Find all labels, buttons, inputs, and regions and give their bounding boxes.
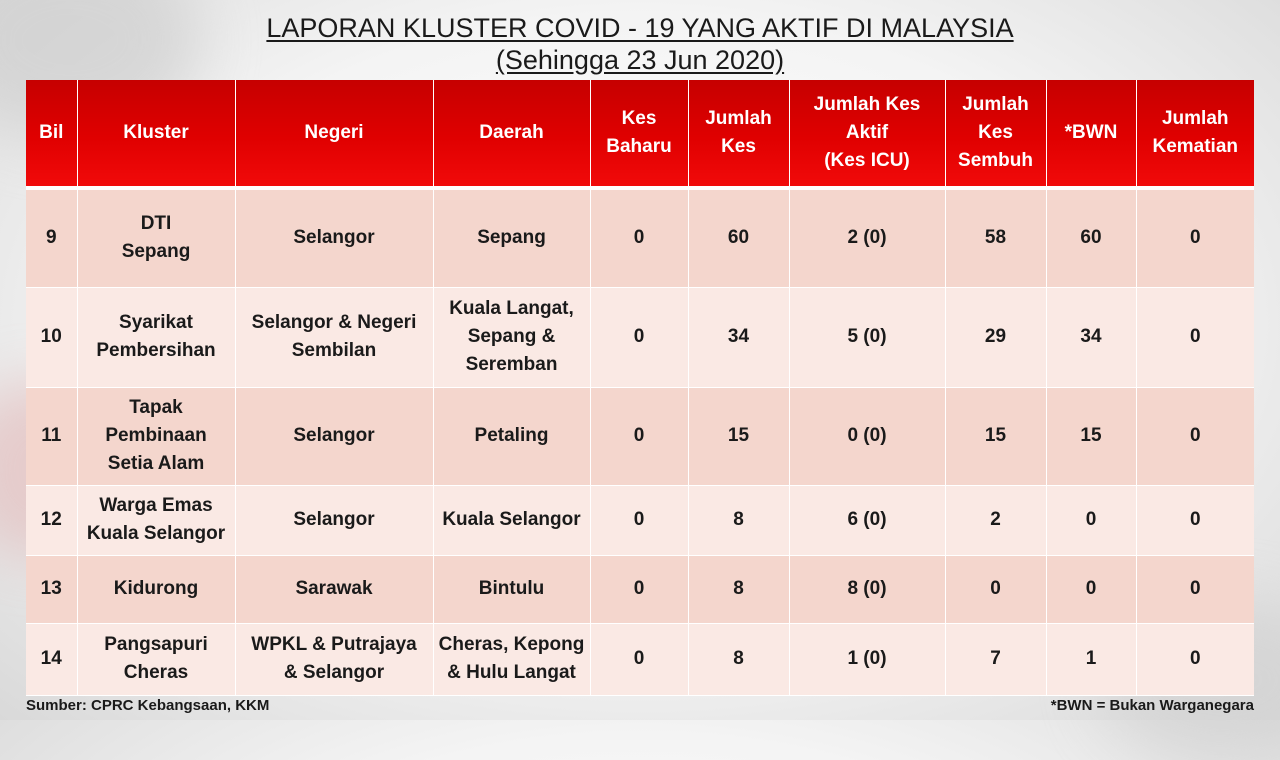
cell-kes-aktif: 8 (0) bbox=[789, 555, 945, 623]
cell-negeri: Sarawak bbox=[235, 555, 433, 623]
cluster-table bbox=[26, 80, 1254, 696]
cell-bil: 14 bbox=[26, 623, 77, 695]
cell-kes-aktif: 5 (0) bbox=[789, 287, 945, 387]
cell-bwn: 34 bbox=[1046, 287, 1136, 387]
cell-kematian: 0 bbox=[1136, 555, 1254, 623]
cell-daerah: Petaling bbox=[433, 387, 590, 485]
header-daerah: Daerah bbox=[433, 80, 590, 188]
cell-kes-baharu: 0 bbox=[590, 387, 688, 485]
cell-daerah: Kuala Selangor bbox=[433, 485, 590, 555]
cell-kes-baharu: 0 bbox=[590, 485, 688, 555]
cell-kluster: Tapak Pembinaan Setia Alam bbox=[77, 387, 235, 485]
header-jumlah-kes: Jumlah Kes bbox=[688, 80, 789, 188]
table-row bbox=[26, 485, 1254, 555]
cell-jumlah-kes: 8 bbox=[688, 485, 789, 555]
table-row bbox=[26, 623, 1254, 695]
page-subtitle: (Sehingga 23 Jun 2020) bbox=[495, 45, 785, 75]
cell-jumlah-kes: 8 bbox=[688, 555, 789, 623]
cell-negeri: WPKL & Putrajaya & Selangor bbox=[235, 623, 433, 695]
cell-kes-sembuh: 0 bbox=[945, 555, 1046, 623]
cell-kluster: Warga Emas Kuala Selangor bbox=[77, 485, 235, 555]
cell-kes-baharu: 0 bbox=[590, 555, 688, 623]
cell-kes-baharu: 0 bbox=[590, 623, 688, 695]
cell-kes-aktif: 1 (0) bbox=[789, 623, 945, 695]
cell-jumlah-kes: 34 bbox=[688, 287, 789, 387]
cell-kes-baharu: 0 bbox=[590, 287, 688, 387]
table-row bbox=[26, 188, 1254, 287]
cell-kes-baharu: 0 bbox=[590, 188, 688, 287]
page-title: LAPORAN KLUSTER COVID - 19 YANG AKTIF DI MALAYSIA bbox=[266, 13, 1014, 43]
cell-jumlah-kes: 60 bbox=[688, 188, 789, 287]
cell-kes-aktif: 0 (0) bbox=[789, 387, 945, 485]
cell-bil: 10 bbox=[26, 287, 77, 387]
cell-bwn: 0 bbox=[1046, 485, 1136, 555]
cell-kluster: DTI Sepang bbox=[77, 188, 235, 287]
cell-kes-sembuh: 58 bbox=[945, 188, 1046, 287]
cell-kes-sembuh: 2 bbox=[945, 485, 1046, 555]
cell-kes-sembuh: 29 bbox=[945, 287, 1046, 387]
cell-jumlah-kes: 15 bbox=[688, 387, 789, 485]
cell-daerah: Kuala Langat, Sepang & Seremban bbox=[433, 287, 590, 387]
table-row bbox=[26, 287, 1254, 387]
cell-kes-sembuh: 7 bbox=[945, 623, 1046, 695]
header-bil: Bil bbox=[26, 80, 77, 188]
cell-negeri: Selangor & Negeri Sembilan bbox=[235, 287, 433, 387]
cell-kluster: Pangsapuri Cheras bbox=[77, 623, 235, 695]
header-kematian: Jumlah Kematian bbox=[1136, 80, 1254, 188]
cell-negeri: Selangor bbox=[235, 387, 433, 485]
header-kes-aktif: Jumlah Kes Aktif (Kes ICU) bbox=[789, 80, 945, 188]
cell-negeri: Selangor bbox=[235, 485, 433, 555]
cell-kematian: 0 bbox=[1136, 188, 1254, 287]
header-kes-baharu: Kes Baharu bbox=[590, 80, 688, 188]
cell-kluster: Kidurong bbox=[77, 555, 235, 623]
cell-bwn: 0 bbox=[1046, 555, 1136, 623]
cell-bwn: 60 bbox=[1046, 188, 1136, 287]
cell-bil: 11 bbox=[26, 387, 77, 485]
header-negeri: Negeri bbox=[235, 80, 433, 188]
cell-bil: 9 bbox=[26, 188, 77, 287]
cell-bil: 12 bbox=[26, 485, 77, 555]
cell-bwn: 15 bbox=[1046, 387, 1136, 485]
cell-bil: 13 bbox=[26, 555, 77, 623]
cell-negeri: Selangor bbox=[235, 188, 433, 287]
table-row bbox=[26, 387, 1254, 485]
cell-kematian: 0 bbox=[1136, 387, 1254, 485]
cell-daerah: Sepang bbox=[433, 188, 590, 287]
source-note: Sumber: CPRC Kebangsaan, KKM bbox=[26, 697, 270, 714]
cell-kes-aktif: 2 (0) bbox=[789, 188, 945, 287]
cell-daerah: Bintulu bbox=[433, 555, 590, 623]
cell-daerah: Cheras, Kepong & Hulu Langat bbox=[433, 623, 590, 695]
cell-kluster: Syarikat Pembersihan bbox=[77, 287, 235, 387]
table-row bbox=[26, 555, 1254, 623]
header-kluster: Kluster bbox=[77, 80, 235, 188]
bwn-footnote: *BWN = Bukan Warganegara bbox=[1050, 697, 1254, 714]
cell-kematian: 0 bbox=[1136, 623, 1254, 695]
header-kes-sembuh: Jumlah Kes Sembuh bbox=[945, 80, 1046, 188]
cell-kematian: 0 bbox=[1136, 485, 1254, 555]
cell-jumlah-kes: 8 bbox=[688, 623, 789, 695]
cell-kes-aktif: 6 (0) bbox=[789, 485, 945, 555]
cell-kes-sembuh: 15 bbox=[945, 387, 1046, 485]
header-bwn: *BWN bbox=[1046, 80, 1136, 188]
cell-kematian: 0 bbox=[1136, 287, 1254, 387]
cell-bwn: 1 bbox=[1046, 623, 1136, 695]
table-header-row bbox=[26, 80, 1254, 188]
